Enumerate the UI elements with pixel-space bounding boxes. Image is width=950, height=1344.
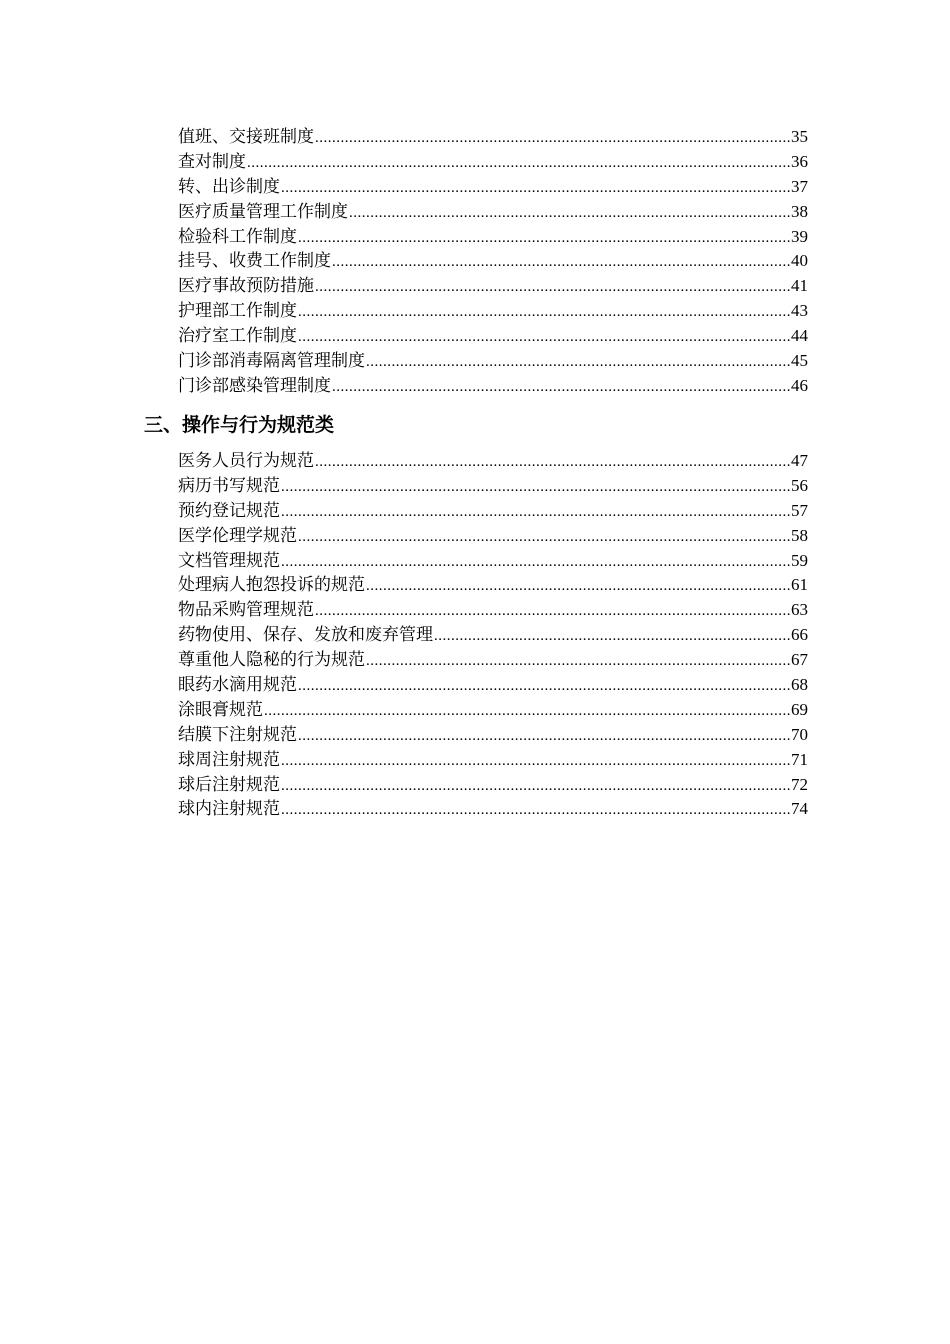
toc-entry-title: 门诊部消毒隔离管理制度 [178,351,365,372]
toc-entry-title: 检验科工作制度 [178,226,297,247]
toc-entry-page: 63 [791,600,808,620]
toc-entry-page: 40 [791,251,808,271]
toc-entry-page: 38 [791,201,808,221]
toc-entry-page: 56 [791,475,808,495]
toc-entry-page: 39 [791,226,808,246]
toc-dot-leader [281,798,790,823]
toc-dot-leader [264,699,790,724]
toc-entry-page: 37 [791,176,808,196]
toc-entry-page: 71 [791,749,808,769]
toc-entry-title: 眼药水滴用规范 [178,675,297,696]
toc-entry[interactable] [178,225,808,250]
toc-entry[interactable] [178,274,808,299]
toc-entry-page: 35 [791,127,808,146]
toc-dot-leader [366,350,790,375]
toc-dot-leader [281,749,790,774]
toc-dot-leader [315,275,790,300]
toc-dot-leader [315,126,790,151]
toc-entry[interactable] [178,723,808,748]
toc-dot-leader [247,151,790,176]
toc-entry[interactable] [178,524,808,549]
toc-entry[interactable] [178,374,808,399]
toc-dot-leader [332,250,790,275]
toc-entry-page: 47 [791,451,808,470]
toc-dot-leader [366,574,790,599]
toc-dot-leader [349,201,790,226]
toc-dot-leader [281,774,790,799]
toc-entry-page: 70 [791,724,808,744]
toc-entry-page: 59 [791,550,808,570]
toc-entry-title: 医疗事故预防措施 [178,276,314,297]
toc-dot-leader [434,624,790,649]
toc-entry[interactable] [178,324,808,349]
toc-dot-leader [281,500,790,525]
toc-dot-leader [281,550,790,575]
toc-entry-page: 43 [791,301,808,321]
toc-entry[interactable] [178,748,808,773]
toc-entry-page: 67 [791,650,808,670]
toc-entry[interactable] [178,299,808,324]
toc-dot-leader [332,375,790,400]
toc-entry-page: 66 [791,625,808,645]
toc-dot-leader [298,300,790,325]
toc-entry-page: 72 [791,774,808,794]
toc-entry[interactable] [178,573,808,598]
toc-entry[interactable] [178,150,808,175]
section-heading: 三、操作与行为规范类 [144,414,335,436]
toc-entry-page: 58 [791,525,808,545]
toc-dot-leader [298,674,790,699]
toc-entry-page: 69 [791,699,808,719]
toc-entry-page: 57 [791,500,808,520]
toc-entry-title: 尊重他人隐秘的行为规范 [178,650,365,671]
toc-entry-page: 41 [791,276,808,296]
toc-entry[interactable] [178,598,808,623]
toc-entry-title: 涂眼膏规范 [178,699,263,720]
toc-dot-leader [281,475,790,500]
toc-entry-page: 61 [791,575,808,595]
toc-entry[interactable] [178,499,808,524]
toc-entry-page: 74 [791,799,808,819]
toc-entry-title: 物品采购管理规范 [178,600,314,621]
toc-entry-title: 值班、交接班制度 [178,127,314,147]
toc-entry[interactable] [178,200,808,225]
toc-dot-leader [298,525,790,550]
toc-dot-leader [315,599,790,624]
toc-entry[interactable] [178,698,808,723]
toc-entry[interactable] [178,623,808,648]
toc-entry[interactable] [178,175,808,200]
toc-entry[interactable] [178,125,808,150]
toc-entry-title: 医疗质量管理工作制度 [178,201,348,222]
toc-entry-title: 挂号、收费工作制度 [178,251,331,272]
toc-entry[interactable] [178,474,808,499]
toc-entry-title: 球周注射规范 [178,749,280,770]
toc-entry-title: 预约登记规范 [178,500,280,521]
toc-entry-title: 药物使用、保存、发放和废弃管理 [178,625,433,646]
toc-entry-page: 45 [791,351,808,371]
toc-entry[interactable] [178,349,808,374]
toc-entry[interactable] [178,797,808,822]
toc-entry-title: 查对制度 [178,151,246,172]
toc-entry-page: 46 [791,375,808,395]
toc-entry-title: 文档管理规范 [178,550,280,571]
toc-entry[interactable] [178,648,808,673]
toc-entry[interactable] [178,673,808,698]
toc-dot-leader [281,176,790,201]
toc-entry-title: 球内注射规范 [178,799,280,820]
toc-entry-title: 治疗室工作制度 [178,326,297,347]
toc-entry-title: 护理部工作制度 [178,301,297,322]
toc-dot-leader [298,226,790,251]
toc-entry-page: 44 [791,326,808,346]
toc-list-section3 [178,449,808,822]
toc-entry-title: 医务人员行为规范 [178,451,314,471]
toc-entry-title: 球后注射规范 [178,774,280,795]
toc-entry-title: 门诊部感染管理制度 [178,375,331,396]
toc-dot-leader [298,325,790,350]
toc-dot-leader [366,649,790,674]
toc-list-part1 [178,125,808,399]
toc-entry-title: 转、出诊制度 [178,176,280,197]
toc-entry-title: 医学伦理学规范 [178,525,297,546]
toc-entry[interactable] [178,449,808,474]
toc-dot-leader [315,450,790,475]
toc-entry[interactable] [178,773,808,798]
toc-dot-leader [298,724,790,749]
toc-entry-page: 36 [791,151,808,171]
toc-entry-page: 68 [791,675,808,695]
toc-entry-title: 病历书写规范 [178,475,280,496]
toc-entry-title: 处理病人抱怨投诉的规范 [178,575,365,596]
toc-entry-title: 结膜下注射规范 [178,724,297,745]
toc-entry[interactable] [178,249,808,274]
toc-entry[interactable] [178,549,808,574]
